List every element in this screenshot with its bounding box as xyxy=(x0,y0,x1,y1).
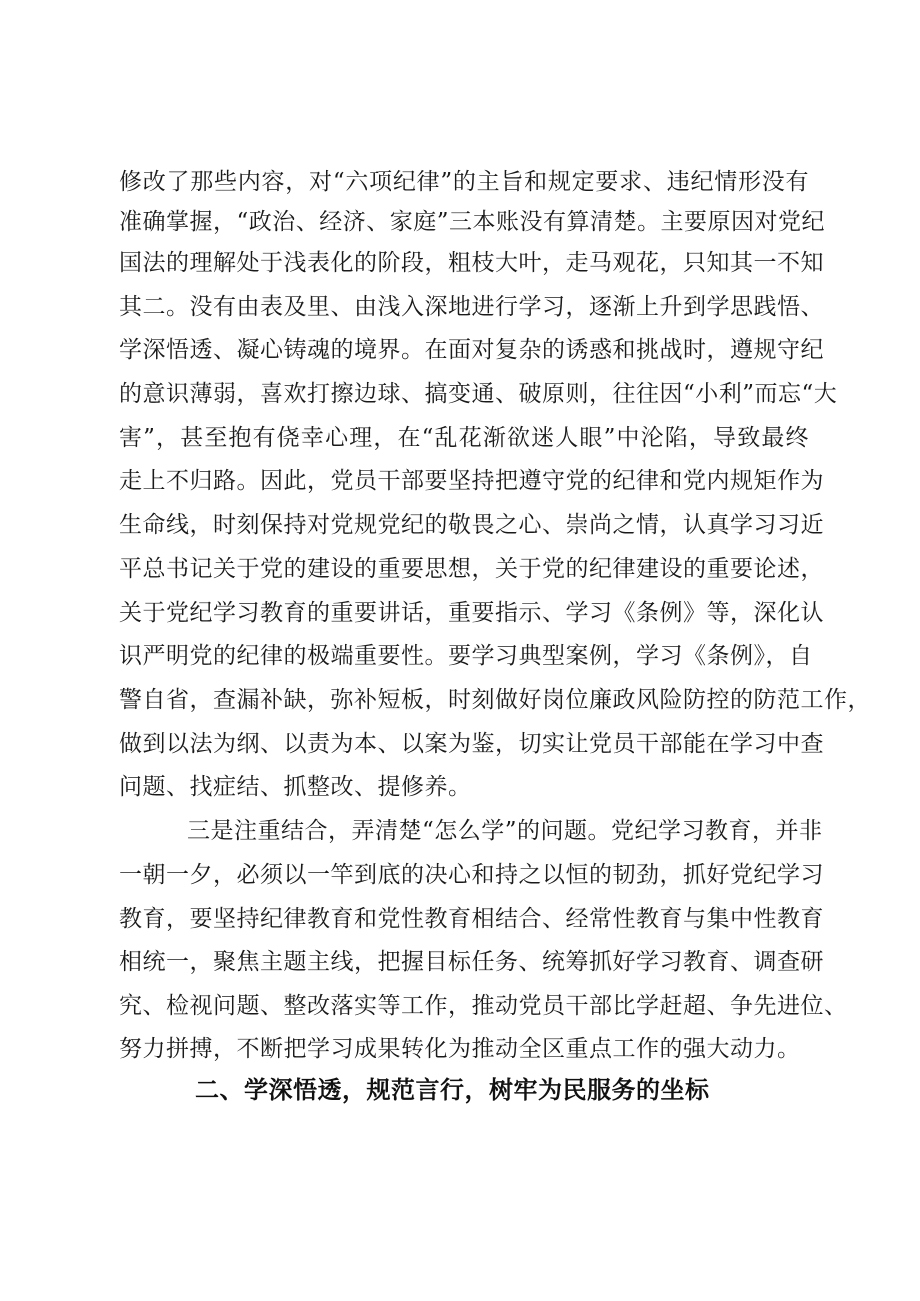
text-line: 修改了那些内容，对“六项纪律”的主旨和规定要求、违纪情形没有 xyxy=(119,169,809,195)
text-line: 警自省，查漏补缺，弥补短板，时刻做好岗位廉政风险防控的防范工作， xyxy=(119,687,871,713)
section-heading: 二、学深悟透，规范言行，树牢为民服务的坐标 xyxy=(195,1076,710,1104)
text-line: 教育，要坚持纪律教育和党性教育相结合、经常性教育与集中性教育 xyxy=(119,906,824,932)
text-line: 害”，甚至抱有侥幸心理，在“乱花渐欲迷人眼”中沦陷，导致最终 xyxy=(119,425,809,451)
text-line: 一朝一夕，必须以一竿到底的决心和持之以恒的韧劲，抓好党纪学习 xyxy=(119,862,824,888)
text-line: 三是注重结合，弄清楚“怎么学”的问题。党纪学习教育，并非 xyxy=(187,818,823,844)
text-line: 做到以法为纲、以责为本、以案为鉴，切实让党员干部能在学习中查 xyxy=(119,731,824,757)
text-line: 生命线，时刻保持对党规党纪的敬畏之心、崇尚之情，认真学习习近 xyxy=(119,512,824,538)
text-line: 识严明党的纪律的极端重要性。要学习典型案例，学习《条例》，自 xyxy=(119,643,813,669)
text-line: 相统一，聚焦主题主线，把握目标任务、统筹抓好学习教育、调查研 xyxy=(119,949,824,975)
text-line: 学深悟透、凝心铸魂的境界。在面对复杂的诱惑和挑战时，遵规守纪 xyxy=(119,337,824,363)
text-line: 走上不归路。因此，党员干部要坚持把遵守党的纪律和党内规矩作为 xyxy=(119,468,824,494)
text-line: 其二。没有由表及里、由浅入深地进行学习，逐渐上升到学思践悟、 xyxy=(119,294,824,320)
text-line: 问题、找症结、抓整改、提修养。 xyxy=(119,774,472,800)
text-line: 努力拼搏，不断把学习成果转化为推动全区重点工作的强大动力。 xyxy=(119,1036,801,1062)
text-line: 关于党纪学习教育的重要讲话，重要指示、学习《条例》等，深化认 xyxy=(119,600,824,626)
text-line: 准确掌握，“政治、经济、家庭”三本账没有算清楚。主要原因对党纪 xyxy=(119,209,826,235)
text-line: 国法的理解处于浅表化的阶段，粗枝大叶，走马观花，只知其一不知 xyxy=(119,250,824,276)
text-line: 究、检视问题、整改落实等工作，推动党员干部比学赶超、争先进位、 xyxy=(119,993,848,1019)
text-line: 的意识薄弱，喜欢打擦边球、搞变通、破原则，往往因“小利”而忘“大 xyxy=(119,381,838,407)
text-line: 平总书记关于党的建设的重要思想，关于党的纪律建设的重要论述， xyxy=(119,556,824,582)
